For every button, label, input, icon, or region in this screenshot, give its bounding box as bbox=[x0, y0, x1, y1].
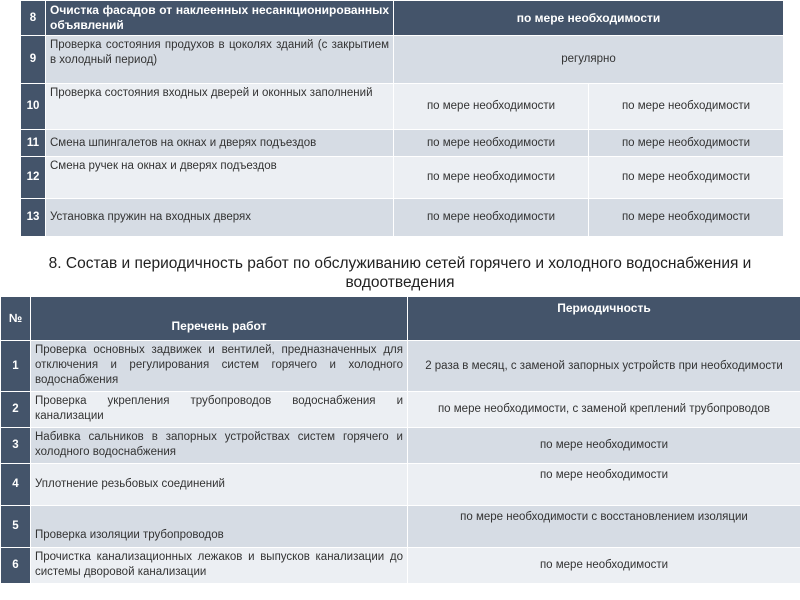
column-header-work: Перечень работ bbox=[31, 297, 408, 341]
work-description: Уплотнение резьбовых соединений bbox=[31, 464, 408, 506]
row-number: 13 bbox=[21, 199, 46, 237]
periodicity: по мере необходимости bbox=[408, 548, 800, 584]
work-description: Проверка укрепления трубопроводов водоснабжения и канализации bbox=[31, 392, 408, 428]
table-row bbox=[21, 130, 784, 157]
row-number: 9 bbox=[21, 36, 46, 84]
work-description: Установка пружин на входных дверях bbox=[46, 199, 394, 237]
table-row bbox=[21, 1, 784, 36]
periodicity: по мере необходимости bbox=[589, 130, 784, 157]
work-description: Проверка изоляции трубопроводов bbox=[31, 506, 408, 548]
table-row bbox=[21, 157, 784, 199]
periodicity: по мере необходимости bbox=[589, 199, 784, 237]
table-row bbox=[1, 464, 800, 506]
row-number: 12 bbox=[21, 157, 46, 199]
periodicity: по мере необходимости bbox=[394, 157, 589, 199]
table-row bbox=[1, 506, 800, 548]
periodicity: по мере необходимости bbox=[394, 199, 589, 237]
periodicity: по мере необходимости bbox=[408, 428, 800, 464]
section-title: 8. Состав и периодичность работ по обслуживанию сетей горячего и холодного водоснабжения и водоотведения bbox=[48, 255, 752, 291]
work-description: Смена ручек на окнах и дверях подъездов bbox=[46, 157, 394, 199]
periodicity: 2 раза в месяц, с заменой запорных устройств при необходимости bbox=[408, 341, 800, 392]
periodicity: по мере необходимости, с заменой креплений трубопроводов bbox=[408, 392, 800, 428]
periodicity: регулярно bbox=[394, 36, 784, 84]
work-description: Набивка сальников в запорных устройствах систем горячего и холодного водоснабжения bbox=[31, 428, 408, 464]
row-number: 8 bbox=[21, 1, 46, 36]
work-description: Прочистка канализационных лежаков и выпусков канализации до системы дворовой канализации bbox=[31, 548, 408, 584]
periodicity: по мере необходимости bbox=[408, 464, 800, 506]
column-header-number: № bbox=[1, 297, 31, 341]
table-row bbox=[21, 84, 784, 130]
table-row bbox=[21, 199, 784, 237]
row-number: 5 bbox=[1, 506, 31, 548]
column-header-periodicity: Периодичность bbox=[408, 297, 800, 341]
maintenance-table-facade bbox=[20, 0, 784, 237]
periodicity: по мере необходимости bbox=[394, 130, 589, 157]
row-number: 10 bbox=[21, 84, 46, 130]
periodicity: по мере необходимости bbox=[589, 157, 784, 199]
work-description: Проверка основных задвижек и вентилей, предназначенных для отключения и регулирования систем горячего и холодного водоснабжения bbox=[31, 341, 408, 392]
table-row bbox=[1, 341, 800, 392]
maintenance-table-water bbox=[0, 296, 800, 584]
row-number: 3 bbox=[1, 428, 31, 464]
row-number: 1 bbox=[1, 341, 31, 392]
work-description: Проверка состояния входных дверей и оконных заполнений bbox=[46, 84, 394, 130]
work-description: Проверка состояния продухов в цоколях зданий (с закрытием в холодный период) bbox=[46, 36, 394, 84]
row-number: 4 bbox=[1, 464, 31, 506]
row-number: 11 bbox=[21, 130, 46, 157]
work-description: Смена шпингалетов на окнах и дверях подъездов bbox=[46, 130, 394, 157]
work-description: Очистка фасадов от наклеенных несанкционированных объявлений bbox=[46, 1, 394, 36]
row-number: 6 bbox=[1, 548, 31, 584]
table-row bbox=[1, 428, 800, 464]
table-row bbox=[1, 548, 800, 584]
periodicity: по мере необходимости с восстановлением изоляции bbox=[408, 506, 800, 548]
table-header-row bbox=[1, 297, 800, 341]
periodicity: по мере необходимости bbox=[394, 84, 589, 130]
periodicity: по мере необходимости bbox=[589, 84, 784, 130]
row-number: 2 bbox=[1, 392, 31, 428]
table-row bbox=[21, 36, 784, 84]
periodicity: по мере необходимости bbox=[394, 1, 784, 36]
table-row bbox=[1, 392, 800, 428]
